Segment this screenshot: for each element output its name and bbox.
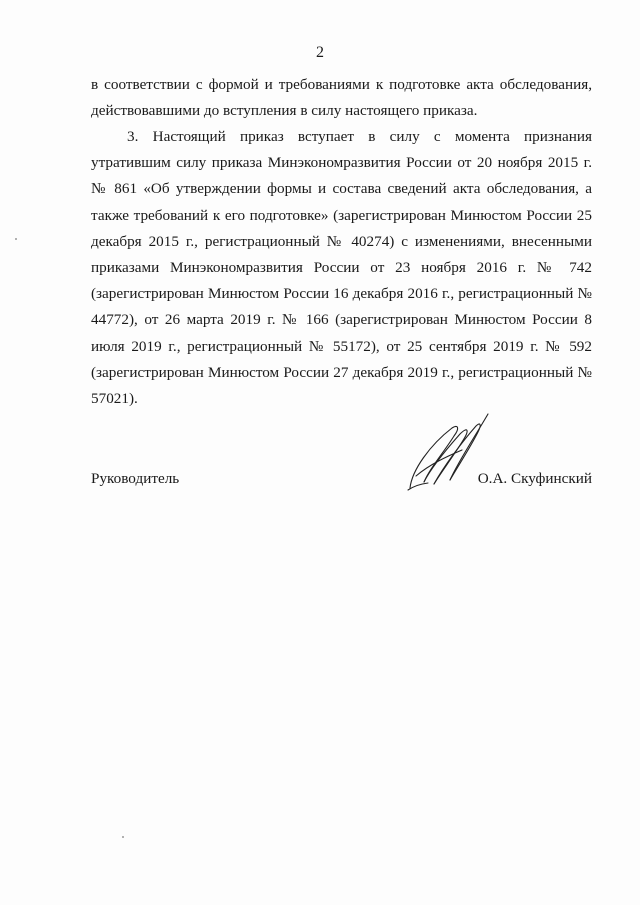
handwritten-signature-icon	[400, 400, 500, 500]
paragraph-continuation: в соответствии с формой и требованиями к подготовке акта обследования, действовавшими до вступления в силу настоящего приказа.	[91, 76, 592, 120]
paragraph-item-3	[91, 124, 592, 412]
signer-title: Руководитель	[91, 470, 180, 487]
page-number: 2	[316, 44, 324, 61]
signer-name: О.А. Скуфинский	[477, 470, 592, 487]
scan-speck	[15, 238, 17, 240]
scan-speck	[122, 836, 124, 838]
paragraph-item-3-text: 3. Настоящий приказ вступает в силу с момента признания утратившим силу приказа Минэкономразвития России от 20 ноября 2015 г. № 861 «Об утверждении формы и состава сведений акта обследования, а также требований к его подготовке» (зарегистрирован Минюстом России 25 декабря 2015 г., регистрационный № 40274) с изменениями, внесенными приказами Минэкономразвития России от 23 ноября 2016 г. № 742 (зарегистрирован Минюстом России 16 декабря 2016 г., регистрационный № 44772), от 26 марта 2019 г. № 166 (зарегистрирован Минюстом России 8 июля 2019 г., регистрационный № 55172), от 25 сентября 2019 г. № 592 (зарегистрирован Минюстом России 27 декабря 2019 г., регистрационный № 57021).	[91, 128, 592, 408]
signature-block	[91, 466, 592, 492]
